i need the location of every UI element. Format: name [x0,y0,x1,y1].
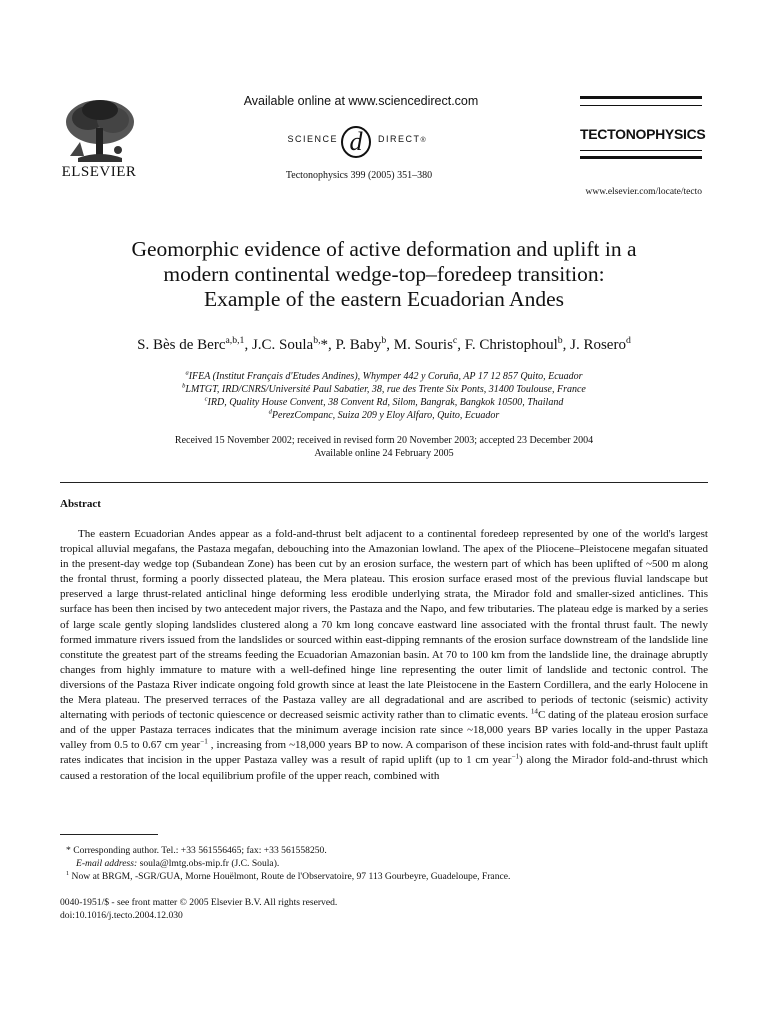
note-footnote [60,870,708,883]
publisher-name: ELSEVIER [61,164,137,180]
author-separator: , [328,337,336,353]
footnotes [60,844,708,883]
article-dates [60,434,708,460]
affiliation [60,409,708,422]
author-name: F. Christophoul [464,337,558,353]
author-name: S. Bès de Berc [137,337,226,353]
author-affil: b [557,335,563,346]
author-affil: b [381,335,387,346]
abstract-heading: Abstract [60,498,101,510]
unit-exponent: −1 [200,737,208,746]
sciencedirect-logo [238,118,480,164]
doi-line[interactable]: doi:10.1016/j.tecto.2004.12.030 [60,910,183,921]
unit-exponent: −1 [511,752,520,761]
email-address[interactable]: soula@lmtg.obs-mip.fr (J.C. Soula). [139,858,280,869]
abstract-part: ) along the Mirador fold-and-thrust which caused a restoration of the local equilibrium profile of the upper reach, combined with [60,754,709,782]
journal-name: TECTONOPHYSICS [580,126,706,142]
abstract-text [60,527,708,784]
affiliation-key: c [204,395,208,403]
corresponding-star: * [320,337,329,353]
affiliation [60,396,708,409]
author-name: P. Baby [335,337,382,353]
available-online-text: Available online at www.sciencedirect.com [243,94,479,108]
footnote-text: Corresponding author. Tel.: +33 561556465; fax: +33 561558250. [73,845,327,856]
abstract-part: , increasing from ~18,000 years BP to now. A comparison of these incision rates with fold-and-thrust fault uplift rates indicates that incision in the upper Pastaza valley was a result of rapid uplift (up to 1 cm year [60,739,708,767]
author-name: J.C. Soula [251,337,314,353]
journal-rule-top [580,96,702,99]
affiliation-key: d [268,408,272,416]
footnote-mark: * [66,845,71,856]
affiliation-key: a [185,369,189,377]
svg-text:d: d [349,127,363,156]
isotope-superscript: 14 [530,707,538,716]
sd-logo-right-text: DIRECT [378,134,421,144]
journal-rule-bottom [580,156,702,159]
journal-rule-low [580,150,702,151]
author-separator: , [386,337,394,353]
abstract-rule [60,482,708,483]
elsevier-tree-icon [58,98,140,164]
sd-logo-right [378,134,478,144]
affiliation-text: LMTGT, IRD/CNRS/Université Paul Sabatier, 38, rue des Trente Six Ponts, 31400 Toulouse, France [185,384,586,395]
author-name: M. Souris [393,337,453,353]
author-affil: a,b,1 [225,335,245,346]
issn-line: 0040-1951/$ - see front matter © 2005 Elsevier B.V. All rights reserved. [60,897,338,908]
affiliations [60,370,708,422]
author-affil: b, [313,335,321,346]
author-list [40,337,728,354]
author-separator: , [562,337,571,353]
affiliation-key: b [182,382,186,390]
journal-block [580,96,706,166]
affiliation-text: PerezCompanc, Suiza 209 y Eloy Alfaro, Quito, Ecuador [271,410,500,421]
author-affil: d [625,335,631,346]
email-label: E-mail address: [76,858,138,869]
available-date: Available online 24 February 2005 [314,448,454,459]
author-separator: , [457,337,465,353]
affiliation [60,370,708,383]
affiliation-text: IRD, Quality House Convent, 38 Convent Rd, Silom, Bangrak, Bangkok 10500, Thailand [207,397,564,408]
received-dates: Received 15 November 2002; received in revised form 20 November 2003; accepted 23 December 2004 [174,435,594,446]
title-line: Example of the eastern Ecuadorian Andes [204,287,564,311]
title-line: Geomorphic evidence of active deformation and uplift in a [131,237,637,261]
sd-registered-mark: ® [420,137,428,144]
affiliation-text: IFEA (Institut Français d'Etudes Andines), Whymper 442 y Coruña, AP 17 12 857 Quito, Ecuador [188,371,583,382]
journal-url: www.elsevier.com/locate/tecto [585,187,702,197]
abstract-part: C dating of the plateau erosion surface and of the upper Pastaza terraces indicates that the minimum average incision rate since ~18,000 years BP varies locally in the upper Pastaza valley from 0.5 to 0.67 cm year [60,709,708,752]
journal-rule-mid [580,105,702,106]
corresponding-footnote [60,844,708,857]
footnote-mark: 1 [66,869,70,877]
page-footer [60,896,708,922]
footnote-text: Now at BRGM, -SGR/GUA, Morne Houëlmont, Route de l'Observatoire, 97 113 Gourbeyre, Guadeloupe, France. [71,871,511,882]
sd-d-icon [336,118,376,164]
footnote-rule [60,834,158,835]
author-separator: , [244,337,252,353]
author-affil: c [452,335,458,346]
author-name: J. Rosero [570,337,626,353]
affiliation [60,383,708,396]
sd-logo-left: SCIENCE [287,134,338,144]
elsevier-logo [58,98,140,184]
article-title [60,237,708,312]
journal-citation: Tectonophysics 399 (2005) 351–380 [285,170,433,181]
email-footnote [60,857,708,870]
abstract-part: The eastern Ecuadorian Andes appear as a fold-and-thrust belt adjacent to a continental foredeep represented by one of the world's largest tropical alluvial megafans, the Pastaza megafan, debouching into the Amazonian lowland. The apex of the Pliocene–Pleistocene megafan situated in the present-day wedge top (Subandean Zone) has been cut by an erosion surface, the western part of which has been uplifted of ~500 m along the frontal thrust, forming a poorly dissected plateau, the Mera plateau. This erosion surface erased most of the previous fluvial landscape but preserved a large thrust-related anticlinal hinge deforming less erodible underlying strata, the Mirador fold and smaller-sized anticlines. This surface has been then incised by two antecedent major rivers, the Pastaza and the Napo, and few tributaries. The plateau edge is marked by a series of large scale gently sloping landslides clustered along a 70 km long concave eastward line associated with the frontal thrust fault. The newly formed immature rivers issued from the landslides or sourced within east-dipping remnants of the erosion surface downstream of the landslide line constitute the greatest part of the streams feeding the Ecuadorian Amazonian basin. At 70 to 100 km from the landslide line, the drainage abruptly changes from highly immature to mature with a well-defined hinge line representing the outer limit of landslide and tectonic control. The diversions of the Pastaza River indicate ongoing fold growth since at least the late Pleistocene in the Eastern Cordillera, and the early Holocene in the Mera plateau. The preserved terraces of the Pastaza valley are all degradational and are ascribed to periods of tectonic (seismic) activity alternating with periods of tectonic quiescence or decreased seismic activity rather than to climatic events. [60,528,708,722]
title-line: modern continental wedge-top–foredeep transition: [163,262,605,286]
